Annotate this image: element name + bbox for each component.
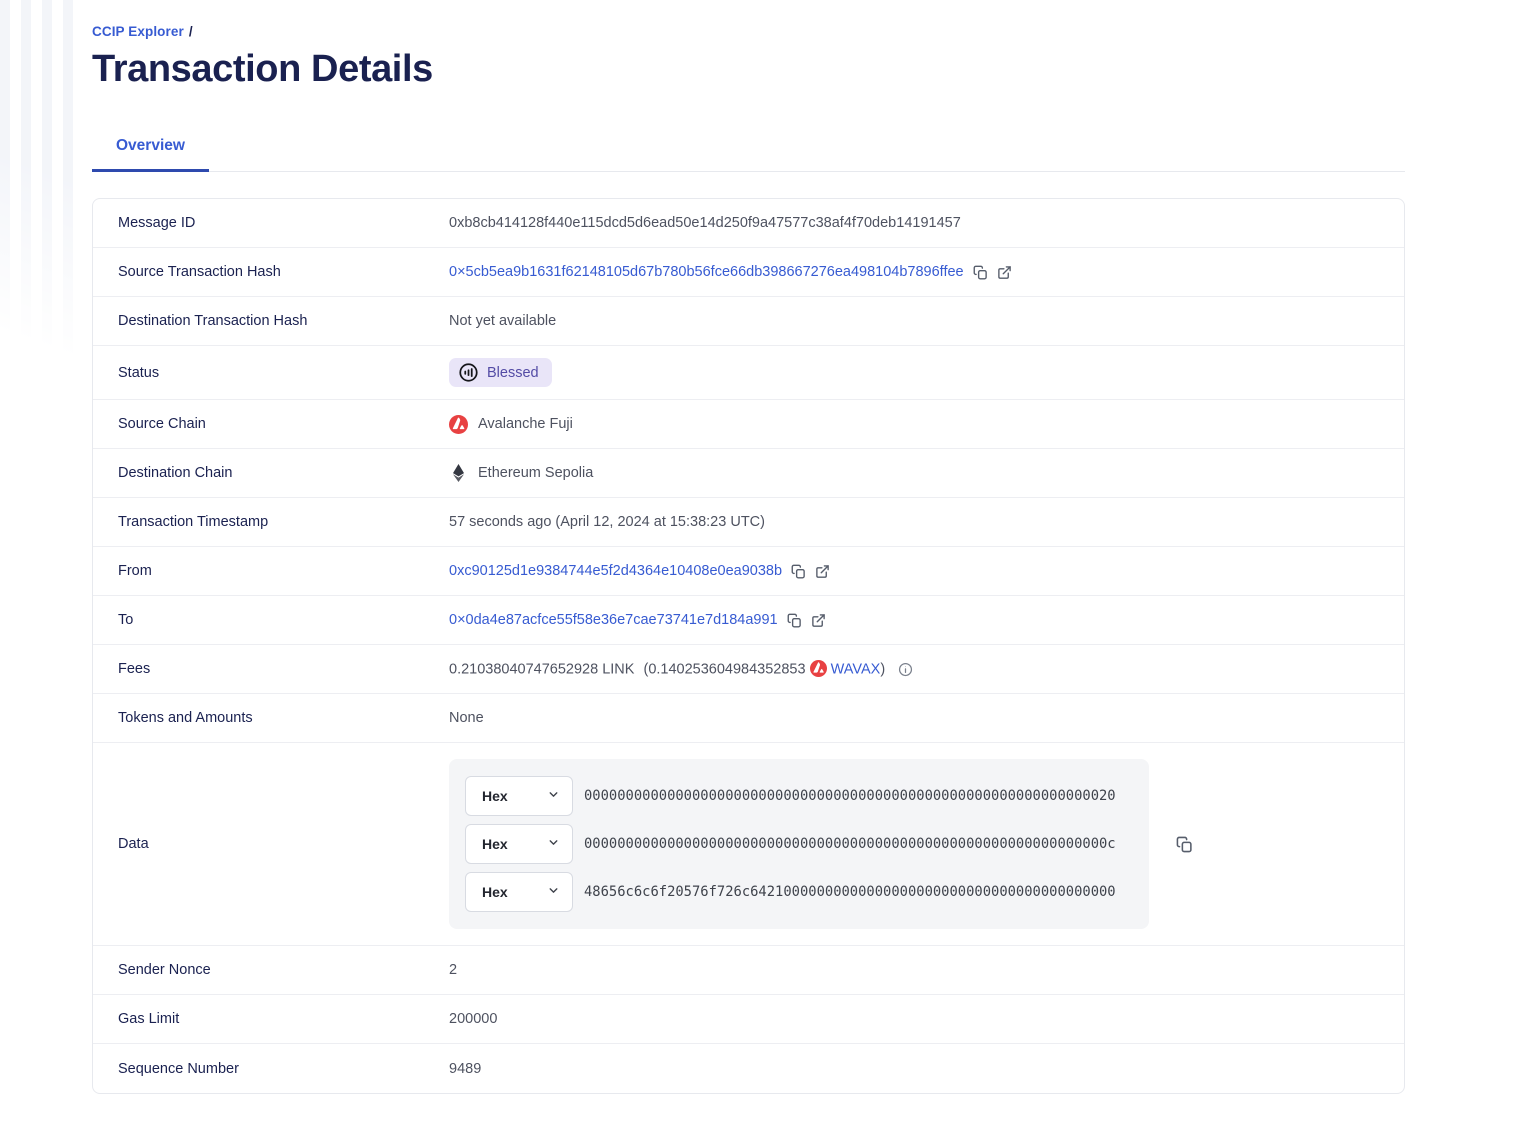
row-from	[93, 547, 1404, 596]
page-title: Transaction Details	[92, 48, 433, 90]
data-format-select-value: Hex	[482, 788, 508, 804]
data-hex-line	[465, 872, 1135, 912]
to-label: To	[118, 612, 134, 628]
row-gas-limit	[93, 995, 1404, 1044]
background-stripe-decoration	[0, 0, 80, 470]
avalanche-icon	[449, 415, 468, 434]
data-format-select[interactable]	[465, 824, 573, 864]
timestamp-value: 57 seconds ago (April 12, 2024 at 15:38:23 UTC)	[449, 514, 765, 530]
from-address-link[interactable]: 0xc90125d1e9384744e5f2d4364e10408e0ea9038b	[449, 563, 783, 579]
status-badge	[449, 358, 552, 387]
from-label: From	[118, 563, 152, 579]
fees-value	[449, 660, 913, 678]
row-data	[93, 743, 1404, 946]
ethereum-icon	[449, 464, 468, 482]
breadcrumb-separator: /	[188, 24, 193, 39]
sender-nonce-value: 2	[449, 962, 458, 978]
open-to-address-button[interactable]	[811, 613, 826, 628]
fees-label: Fees	[118, 661, 151, 677]
source-chain-label: Source Chain	[118, 416, 206, 432]
row-timestamp	[93, 498, 1404, 547]
row-fees	[93, 645, 1404, 694]
data-hex-value: 48656c6c6f20576f726c64210000000000000000000000000000000000000000	[584, 884, 1116, 900]
fees-amount: 0.21038040747652928 LINK	[449, 661, 635, 678]
tokens-and-amounts-value: None	[449, 710, 484, 726]
status-label: Status	[118, 364, 160, 381]
row-sender-nonce	[93, 946, 1404, 995]
data-hex-value: 0000000000000000000000000000000000000000000000000000000000000020	[584, 788, 1116, 804]
sender-nonce-label: Sender Nonce	[118, 962, 211, 978]
copy-icon	[973, 265, 988, 280]
row-tokens-and-amounts	[93, 694, 1404, 743]
external-link-icon	[815, 564, 830, 579]
data-hex-panel	[449, 759, 1149, 929]
data-hex-value: 000000000000000000000000000000000000000000000000000000000000000c	[584, 836, 1116, 852]
fees-converted-close: )	[880, 661, 886, 678]
copy-to-address-button[interactable]	[787, 613, 802, 628]
gas-limit-label: Gas Limit	[118, 1011, 180, 1027]
destination-chain-label: Destination Chain	[118, 465, 233, 481]
chevron-down-icon	[547, 788, 560, 804]
gas-limit-value: 200000	[449, 1011, 498, 1027]
breadcrumb-ccip-explorer-link[interactable]: CCIP Explorer	[92, 24, 184, 39]
data-label: Data	[118, 836, 149, 852]
destination-chain-value: Ethereum Sepolia	[478, 465, 594, 481]
copy-icon	[791, 564, 806, 579]
chevron-down-icon	[547, 884, 560, 900]
source-tx-hash-link[interactable]: 0×5cb5ea9b1631f62148105d67b780b56fce66db398667276ea498104b7896ffee	[449, 264, 964, 280]
tab-overview[interactable]: Overview	[92, 137, 209, 172]
row-source-tx-hash	[93, 248, 1404, 297]
sequence-number-label: Sequence Number	[118, 1060, 239, 1077]
copy-data-button[interactable]	[1176, 836, 1193, 853]
row-destination-tx-hash	[93, 297, 1404, 346]
copy-source-tx-hash-button[interactable]	[973, 265, 988, 280]
data-hex-line	[465, 776, 1135, 816]
source-tx-hash-label: Source Transaction Hash	[118, 264, 281, 280]
source-chain-value: Avalanche Fuji	[478, 416, 573, 432]
copy-icon	[1176, 836, 1193, 853]
data-hex-line	[465, 824, 1135, 864]
chevron-down-icon	[547, 836, 560, 852]
transaction-details-card	[92, 198, 1405, 1094]
wavax-avalanche-icon	[810, 662, 827, 678]
message-id-value: 0xb8cb414128f440e115dcd5d6ead50e14d250f9a47577c38af4f70deb14191457	[449, 215, 961, 231]
row-source-chain	[93, 400, 1404, 449]
breadcrumb	[92, 0, 1405, 39]
page-container	[92, 0, 1405, 1094]
destination-tx-hash-value: Not yet available	[449, 313, 557, 329]
row-destination-chain	[93, 449, 1404, 498]
destination-tx-hash-label: Destination Transaction Hash	[118, 313, 308, 329]
external-link-icon	[997, 265, 1012, 280]
blessed-signal-icon	[458, 362, 479, 383]
open-source-tx-hash-button[interactable]	[997, 265, 1012, 280]
copy-from-address-button[interactable]	[791, 564, 806, 579]
tokens-and-amounts-label: Tokens and Amounts	[118, 710, 253, 726]
row-to	[93, 596, 1404, 645]
fees-info-icon[interactable]	[898, 662, 913, 678]
copy-icon	[787, 613, 802, 628]
tab-bar	[92, 137, 1405, 172]
data-format-select[interactable]	[465, 776, 573, 816]
status-badge-text: Blessed	[487, 364, 539, 381]
open-from-address-button[interactable]	[815, 564, 830, 579]
external-link-icon	[811, 613, 826, 628]
fees-converted-open: (0.140253604984352853	[643, 661, 806, 678]
sequence-number-value: 9489	[449, 1060, 482, 1077]
row-message-id	[93, 199, 1404, 248]
row-sequence-number	[93, 1044, 1404, 1093]
timestamp-label: Transaction Timestamp	[118, 514, 269, 530]
data-format-select-value: Hex	[482, 884, 508, 900]
message-id-label: Message ID	[118, 215, 196, 231]
row-status	[93, 346, 1404, 400]
data-format-select-value: Hex	[482, 836, 508, 852]
to-address-link[interactable]: 0×0da4e87acfce55f58e36e7cae73741e7d184a991	[449, 612, 778, 628]
wavax-link[interactable]: WAVAX	[830, 661, 881, 678]
data-format-select[interactable]	[465, 872, 573, 912]
